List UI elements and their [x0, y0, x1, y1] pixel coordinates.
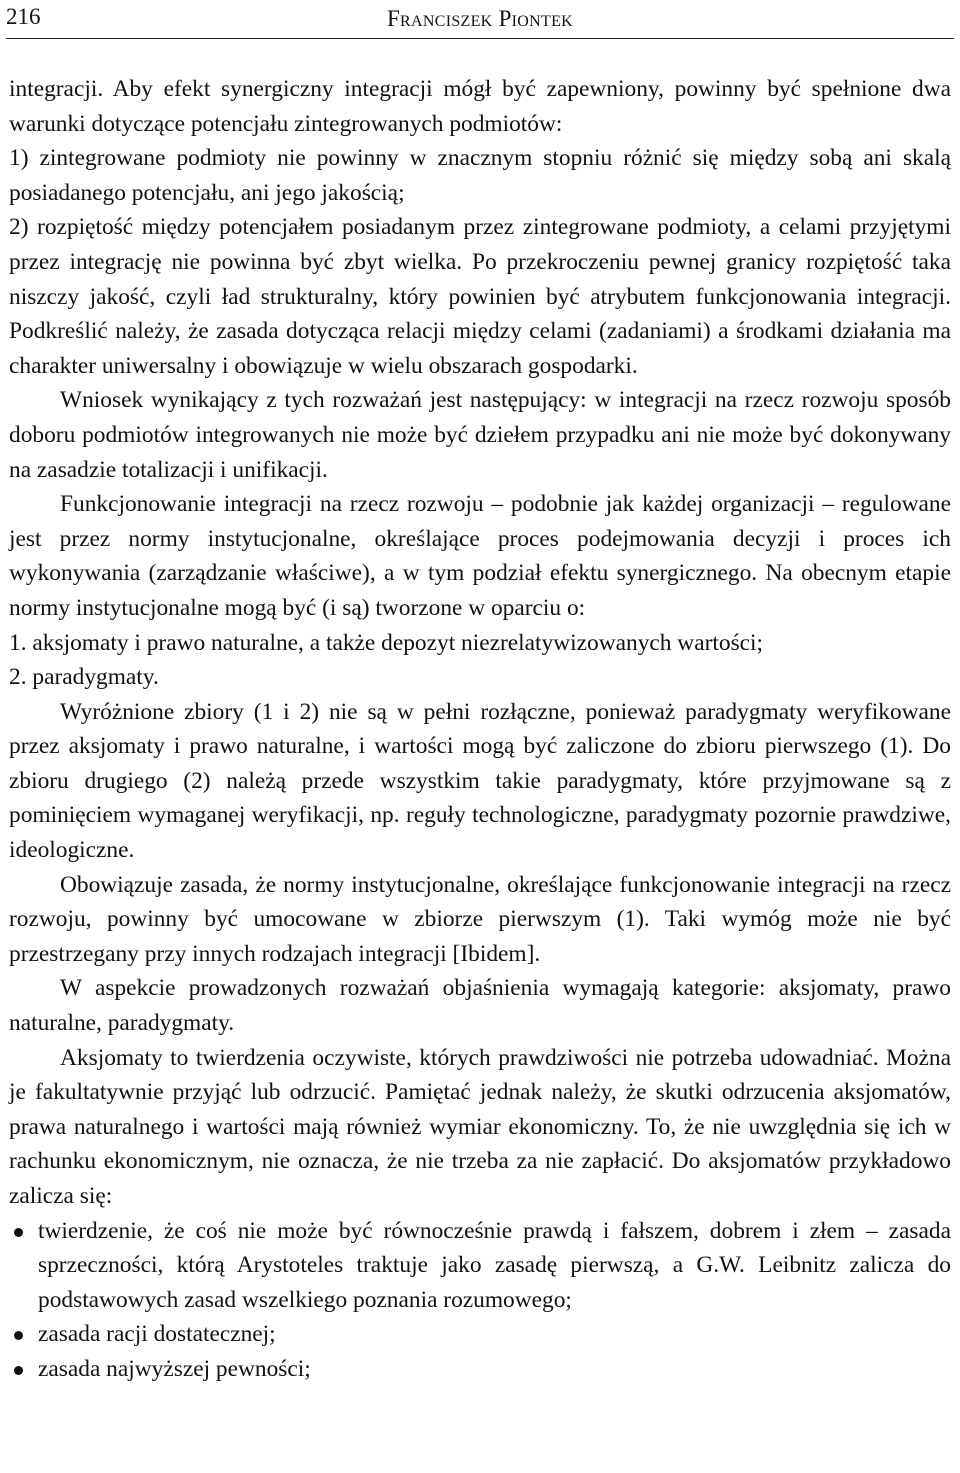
bullet-list — [9, 1214, 951, 1387]
paragraph: Wyróżnione zbiory (1 i 2) nie są w pełni rozłączne, ponieważ paradygmaty weryfikowane przez aksjomaty i prawo naturalne, i wartości mogą być zaliczone do zbioru pierwszego (1). Do zbioru drugiego (2) należą przede wszystkim takie paradygmaty, które przyjmowane są z pominięciem wymaganej weryfikacji, np. reguły technologiczne, paradygmaty pozornie prawdziwe, ideologiczne. — [9, 698, 951, 864]
paragraph: Aksjomaty to twierdzenia oczywiste, których prawdziwości nie potrzeba udowadniać. Można je fakultatywnie przyjąć lub odrzucić. Pamiętać jednak należy, że skutki odrzucenia aksjomatów, prawa naturalnego i wartości mają również wymiar ekonomiczny. To, że nie uwzględnia się ich w rachunku ekonomicznym, nie oznacza, że nie trzeba za nie zapłacić. Do aksjomatów przykładowo zalicza się: — [9, 1044, 951, 1209]
page-header — [6, 0, 954, 39]
running-head: Franciszek Piontek — [386, 6, 574, 31]
paragraph: Wniosek wynikający z tych rozważań jest następujący: w integracji na rzecz rozwoju sposób doboru podmiotów integrowanych nie może być dziełem przypadku ani nie może być dokonywany na zasadzie totalizacji i unifikacji. — [9, 387, 951, 483]
paragraph: W aspekcie prowadzonych rozważań objaśnienia wymagają kategorie: aksjomaty, prawo naturalne, paradygmaty. — [9, 975, 951, 1037]
paragraph: integracji. Aby efekt synergiczny integracji mógł być zapewniony, powinny być spełnione dwa warunki dotyczące potencjału zintegrowanych podmiotów: — [9, 76, 951, 137]
bullet-icon — [14, 1331, 23, 1340]
numbered-item: 2. paradygmaty. — [9, 664, 159, 691]
bullet-item — [9, 1317, 951, 1352]
paragraph: 1) zintegrowane podmioty nie powinny w znacznym stopniu różnić się między sobą ani skalą posiadanego potencjału, ani jego jakością; — [9, 145, 951, 206]
page-body — [9, 72, 951, 1387]
numbered-item: 1. aksjomaty i prawo naturalne, a także depozyt niezrelatywizowanych wartości; — [9, 629, 764, 656]
bullet-item — [9, 1352, 951, 1387]
bullet-icon — [14, 1366, 23, 1375]
paragraph: Obowiązuje zasada, że normy instytucjonalne, określające funkcjonowanie integracji na rzecz rozwoju, powinny być umocowane w zbiorze pierwszym (1). Taki wymóg może nie być przestrzegany przy innych rodzajach integracji [Ibidem]. — [9, 871, 951, 967]
paragraph: 2) rozpiętość między potencjałem posiadanym przez zintegrowane podmioty, a celami przyjętymi przez integrację nie powinna być zbyt wielka. Po przekroczeniu pewnej granicy rozpiętość taka niszczy jakość, czyli ład strukturalny, który powinien być atrybutem funkcjonowania integracji. Podkreślić należy, że zasada dotycząca relacji między celami (zadaniami) a środkami działania ma charakter uniwersalny i obowiązuje w wielu obszarach gospodarki. — [9, 214, 951, 379]
bullet-icon — [14, 1228, 23, 1237]
paragraph: Funkcjonowanie integracji na rzecz rozwoju – podobnie jak każdej organizacji – regulowane jest przez normy instytucjonalne, określające proces podejmowania decyzji i proces ich wykonywania (zarządzanie właściwe), a w tym podział efektu synergicznego. Na obecnym etapie normy instytucjonalne mogą być (i są) tworzone w oparciu o: — [9, 491, 951, 621]
bullet-text: twierdzenie, że coś nie może być równocześnie prawdą i fałszem, dobrem i złem – zasada sprzeczności, którą Arystoteles traktuje jako zasadę pierwszą, a G.W. Leibnitz zalicza do podstawowych zasad wszelkiego poznania rozumowego; — [38, 1217, 951, 1313]
bullet-text: zasada najwyższej pewności; — [38, 1355, 311, 1382]
bullet-item — [9, 1214, 951, 1318]
page-number: 216 — [6, 4, 41, 29]
bullet-text: zasada racji dostatecznej; — [38, 1321, 276, 1348]
